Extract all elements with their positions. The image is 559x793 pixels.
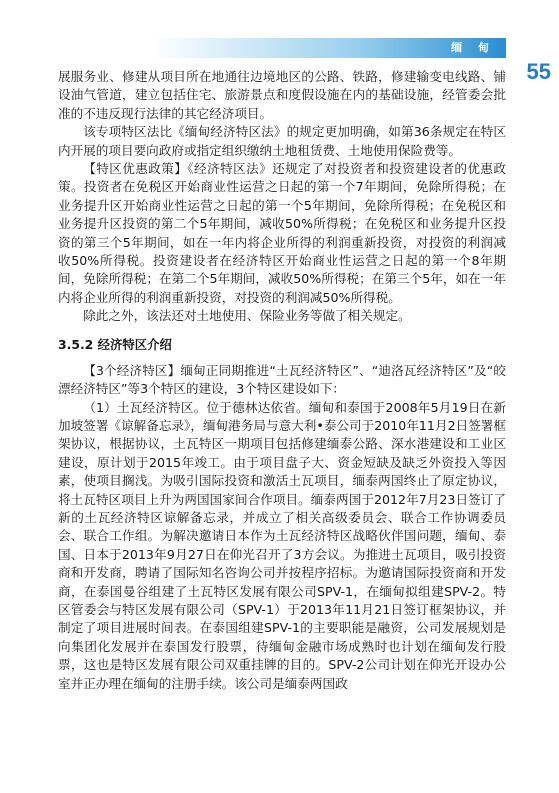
chapter-title: 缅 甸 xyxy=(451,41,495,54)
page-body xyxy=(58,68,506,693)
paragraph-three-zones: 【3个经济特区】缅甸正同期推进“土瓦经济特区”、“迪洛瓦经济特区”及“皎漂经济特区”等3个特区的建设，3个特区建设如下： xyxy=(58,362,506,397)
page-number: 55 xyxy=(526,59,551,84)
paragraph-special-law: 该专项特区法比《缅甸经济特区法》的规定更加明确，如第36条规定在特区内开展的项目要向政府或指定组织缴纳土地租赁费、土地使用保险费等。 xyxy=(58,124,506,158)
header-bar xyxy=(0,38,506,58)
paragraph-preferential-policy: 【特区优惠政策】《经济特区法》还规定了对投资者和投资建设者的优惠政策。投资者在免税区开始商业性运营之日起的第一个7年期间，免除所得税；在业务提升区开始商业性运营之日起的第一个5年期间，免除所得税；在免税区和业务提升区投资的第二个5年期间，减收50%所得税；在免税区和业务提升区投资的第三个5年期间，如在一年内将企业所得的利润重新投资，对投资的利润减收50%所得税。投资建设者在经济特区开始商业性运营之日起的第一个8年期间，免除所得税；在第二个5年期间，减收50%所得税；在第三个5年，如在一年内将企业所得的利润重新投资，对投资的利润减50%所得税。 xyxy=(58,161,506,305)
paragraph-other-provisions: 除此之外，该法还对土地使用、保险业务等做了相关规定。 xyxy=(83,308,411,324)
paragraph-dawei-zone: （1）土瓦经济特区。位于德林达依省。缅甸和泰国于2008年5月19日在新加坡签署《谅解备忘录》，缅甸港务局与意大利•泰公司于2010年11月2日签署框架协议，根据协议，土瓦特区一期项目包括修建缅泰公路、深水港建设和工业区建设，原计划于2015年竣工。由于项目盘子大、资金短缺及缺乏外资投入等因素，使项目搁浅。为吸引国际投资和激活土瓦项目，缅泰两国终止了原定协议，将土瓦特区项目上升为两国国家间合作项目。缅泰两国于2012年7月23日签订了新的土瓦经济特区谅解备忘录，并成立了相关高级委员会、联合工作协调委员会、联合工作组。为解决邀请日本作为土瓦经济特区战略伙伴国问题，缅甸、泰国、日本于2013年9月27日在仰光召开了3方会议。为推进土瓦项目，吸引投资商和开发商，聘请了国际知名咨询公司并按程序招标。为邀请国际投资商和开发商，在泰国曼谷组建了土瓦特区发展有限公司SPV-1，在缅甸拟组建SPV-2。特区管委会与特区发展有限公司（SPV-1）于2013年11月21日签订框架协议，并制定了项目进展时间表。在泰国组建SPV-1的主要职能是融资，公司发展规划是向集团化发展并在泰国发行股票，待缅甸金融市场成熟时也计划在缅甸发行股票，这也是特区发展有限公司双重挂牌的目的。SPV-2公司计划在仰光开设办公室并正办理在缅甸的注册手续。该公司是缅泰两国政 xyxy=(58,399,506,691)
paragraph-continued: 展服务业、修建从项目所在地通往边境地区的公路、铁路，修建输变电线路、铺设油气管道，建立包括住宅、旅游景点和度假设施在内的基础设施，经管委会批准的不违反现行法律的其它经济项目。 xyxy=(58,69,506,121)
section-heading: 3.5.2 经济特区介绍 xyxy=(58,336,172,352)
